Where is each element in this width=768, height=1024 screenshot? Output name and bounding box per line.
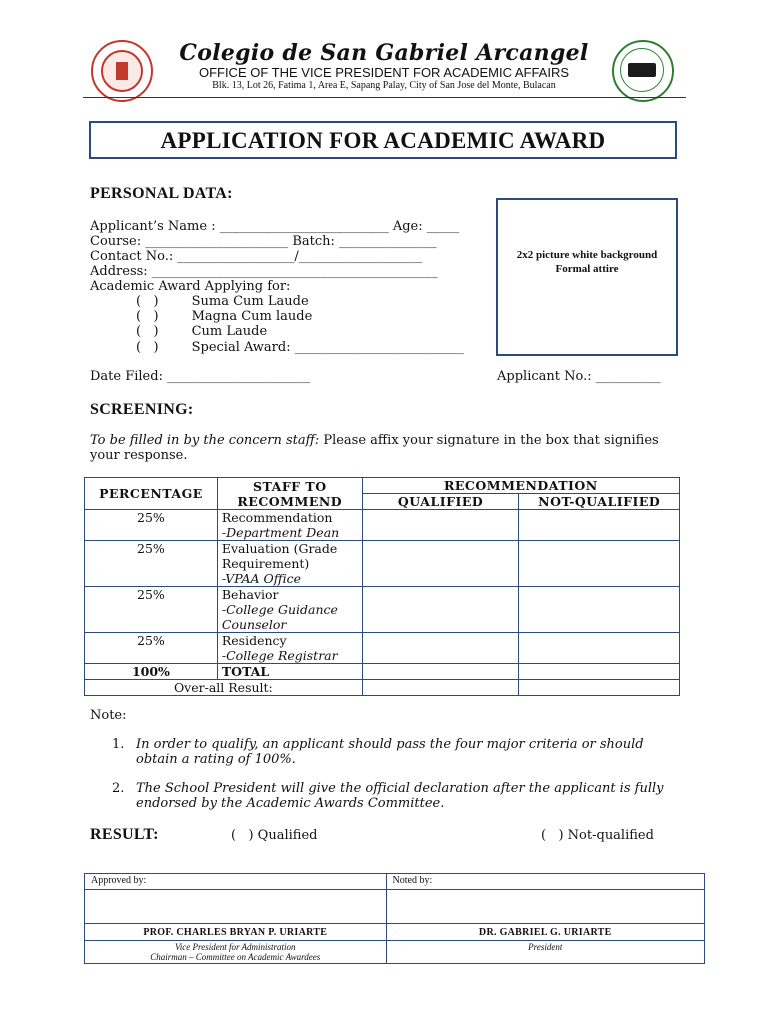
row-staff bbox=[217, 587, 362, 633]
result-qualified-option[interactable]: ( ) Qualified bbox=[231, 828, 318, 843]
overall-result-label: Over-all Result: bbox=[85, 680, 363, 696]
staff-office: -VPAA Office bbox=[221, 571, 302, 586]
approver-signature-area[interactable] bbox=[85, 890, 387, 924]
course-batch-field[interactable]: Course: ______________________ Batch: _______________ bbox=[90, 234, 437, 249]
staff-role: Recommendation bbox=[221, 510, 333, 525]
personal-data-heading: PERSONAL DATA: bbox=[90, 185, 233, 202]
row-staff bbox=[217, 633, 362, 664]
staff-office: -Department Dean bbox=[221, 525, 340, 540]
table-row bbox=[85, 510, 680, 541]
option-magna-cum-laude[interactable]: ( ) Magna Cum laude bbox=[136, 309, 313, 324]
not-qualified-signature-cell[interactable] bbox=[519, 587, 680, 633]
photo-box bbox=[496, 198, 678, 356]
staff-role: Evaluation (Grade bbox=[221, 541, 338, 556]
noter-title: President bbox=[386, 941, 704, 964]
contact-field[interactable]: Contact No.: __________________/___________________ bbox=[90, 249, 423, 264]
approver-title-line1: Vice President for Administration bbox=[174, 942, 296, 952]
overall-not-qualified-cell[interactable] bbox=[519, 680, 680, 696]
row-staff bbox=[217, 541, 362, 587]
option-cum-laude[interactable]: ( ) Cum Laude bbox=[136, 324, 268, 339]
staff-header bbox=[217, 478, 362, 510]
qualified-signature-cell[interactable] bbox=[362, 587, 519, 633]
qualified-signature-cell[interactable] bbox=[362, 633, 519, 664]
approver-title bbox=[85, 941, 387, 964]
staff-header-line2: RECOMMEND bbox=[237, 493, 343, 509]
applicant-no-field[interactable]: Applicant No.: __________ bbox=[497, 369, 661, 384]
row-percentage: 25% bbox=[85, 633, 218, 664]
staff-office-cont: Counselor bbox=[221, 617, 287, 632]
row-percentage: 25% bbox=[85, 541, 218, 587]
total-row bbox=[85, 664, 680, 680]
row-percentage: 25% bbox=[85, 510, 218, 541]
school-name: Colegio de San Gabriel Arcangel bbox=[179, 40, 589, 66]
option-suma-cum-laude[interactable]: ( ) Suma Cum Laude bbox=[136, 294, 309, 309]
option-special-award[interactable]: ( ) Special Award: __________________________ bbox=[136, 340, 464, 355]
row-percentage: 25% bbox=[85, 587, 218, 633]
table-row bbox=[85, 587, 680, 633]
percentage-header: PERCENTAGE bbox=[85, 478, 218, 510]
approved-by-label: Approved by: bbox=[85, 874, 387, 890]
table-row bbox=[85, 633, 680, 664]
school-address: Blk. 13, Lot 26, Fatima 1, Area E, Sapang Palay, City of San Jose del Monte, Bulacan bbox=[212, 80, 556, 91]
note-1-line1: In order to qualify, an applicant should pass the four major criteria or should bbox=[136, 737, 644, 752]
total-label: TOTAL bbox=[217, 664, 362, 680]
qualified-signature-cell[interactable] bbox=[362, 541, 519, 587]
form-title: APPLICATION FOR ACADEMIC AWARD bbox=[89, 121, 677, 159]
total-qualified-cell[interactable] bbox=[362, 664, 519, 680]
qualified-signature-cell[interactable] bbox=[362, 510, 519, 541]
not-qualified-signature-cell[interactable] bbox=[519, 633, 680, 664]
screening-instruction bbox=[90, 433, 659, 448]
screening-heading: SCREENING: bbox=[90, 401, 194, 418]
screening-table bbox=[84, 477, 680, 696]
noted-by-label: Noted by: bbox=[386, 874, 704, 890]
not-qualified-signature-cell[interactable] bbox=[519, 541, 680, 587]
overall-qualified-cell[interactable] bbox=[362, 680, 519, 696]
instruction-text: Please affix your signature in the box that signifies bbox=[319, 433, 659, 448]
note-number: 1. bbox=[112, 737, 125, 752]
not-qualified-signature-cell[interactable] bbox=[519, 510, 680, 541]
note-2-line1: The School President will give the official declaration after the applicant is fully bbox=[136, 781, 664, 796]
approver-name: PROF. CHARLES BRYAN P. URIARTE bbox=[85, 924, 387, 941]
not-qualified-header: NOT-QUALIFIED bbox=[519, 494, 680, 510]
photo-attire: Formal attire bbox=[555, 263, 619, 275]
qualified-header: QUALIFIED bbox=[362, 494, 519, 510]
note-1-line2: obtain a rating of 100%. bbox=[136, 752, 296, 767]
staff-role-cont: Requirement) bbox=[221, 556, 310, 571]
table-row bbox=[85, 541, 680, 587]
address-field[interactable]: Address: ____________________________________________ bbox=[90, 264, 438, 279]
award-label: Academic Award Applying for: bbox=[90, 279, 291, 294]
signature-table bbox=[84, 873, 705, 964]
staff-office: -College Registrar bbox=[221, 648, 338, 663]
name-age-field[interactable]: Applicant’s Name : __________________________ Age: _____ bbox=[90, 219, 460, 234]
row-staff bbox=[217, 510, 362, 541]
date-filed-field[interactable]: Date Filed: ______________________ bbox=[90, 369, 311, 384]
noter-name: DR. GABRIEL G. URIARTE bbox=[386, 924, 704, 941]
staff-role: Behavior bbox=[221, 587, 279, 602]
total-not-qualified-cell[interactable] bbox=[519, 664, 680, 680]
noter-signature-area[interactable] bbox=[386, 890, 704, 924]
result-not-qualified-option[interactable]: ( ) Not-qualified bbox=[541, 828, 654, 843]
header-divider bbox=[83, 97, 686, 98]
screening-instruction-2: your response. bbox=[90, 448, 188, 463]
result-heading: RESULT: bbox=[90, 826, 159, 843]
total-percentage: 100% bbox=[85, 664, 218, 680]
staff-office: -College Guidance bbox=[221, 602, 338, 617]
note-label: Note: bbox=[90, 708, 127, 723]
overall-row bbox=[85, 680, 680, 696]
note-2-line2: endorsed by the Academic Awards Committee. bbox=[136, 796, 445, 811]
staff-header-line1: STAFF TO bbox=[252, 478, 327, 494]
photo-instruction: 2x2 picture white background bbox=[516, 249, 658, 261]
note-number: 2. bbox=[112, 781, 125, 796]
instruction-italic: To be filled in by the concern staff: bbox=[90, 433, 320, 448]
recommendation-header: RECOMMENDATION bbox=[362, 478, 679, 494]
staff-role: Residency bbox=[221, 633, 287, 648]
office-name: OFFICE OF THE VICE PRESIDENT FOR ACADEMIC AFFAIRS bbox=[198, 65, 570, 80]
approver-title-line2: Chairman – Committee on Academic Awardees bbox=[150, 952, 321, 962]
